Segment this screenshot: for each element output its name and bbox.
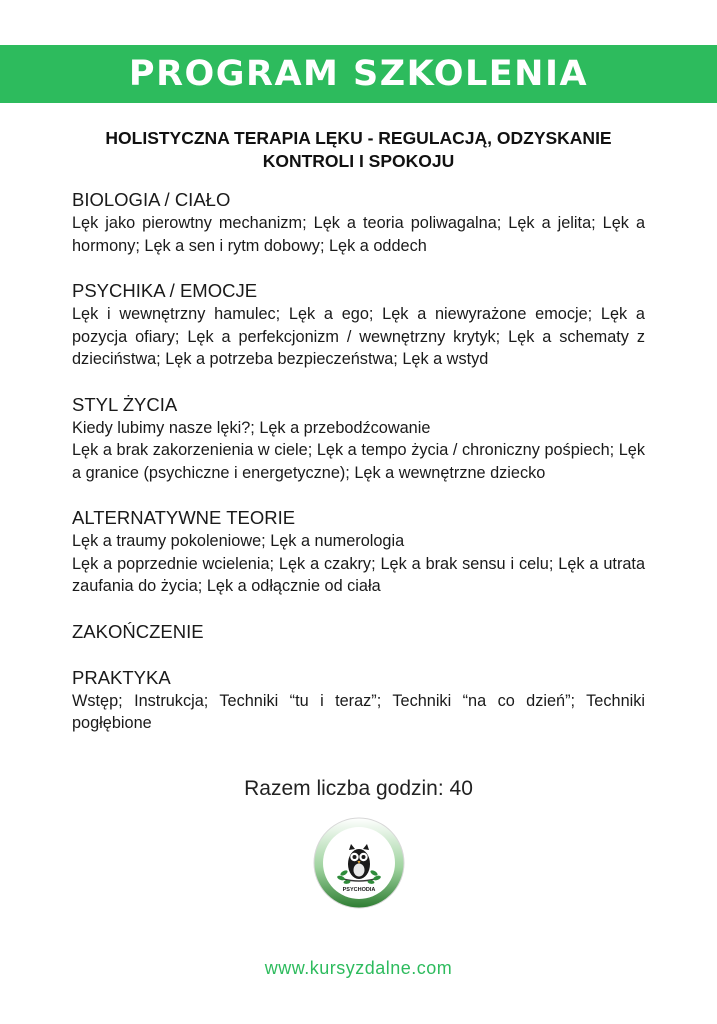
header-banner xyxy=(0,45,717,103)
program-content xyxy=(72,188,645,735)
course-title xyxy=(60,127,657,173)
section-styl-zycia xyxy=(72,393,645,485)
course-title-line-2: KONTROLI I SPOKOJU xyxy=(262,151,455,171)
section-zakonczenie xyxy=(72,620,645,644)
logo-name: PSYCHODIA xyxy=(342,887,376,893)
section-alternatywne-teorie xyxy=(72,506,645,598)
section-biologia xyxy=(72,188,645,257)
section-title: PRAKTYKA xyxy=(72,666,171,688)
website-url[interactable]: www.kursyzdalne.com xyxy=(264,958,453,978)
psychodia-logo xyxy=(313,817,405,909)
section-text: Kiedy lubimy nasze lęki?; Lęk a przebodźcowanie xyxy=(72,418,431,437)
section-title: STYL ŻYCIA xyxy=(72,393,178,415)
section-psychika xyxy=(72,279,645,371)
section-title: PSYCHIKA / EMOCJE xyxy=(72,280,258,301)
section-title: BIOLOGIA / CIAŁO xyxy=(72,189,231,210)
section-title: ZAKOŃCZENIE xyxy=(72,620,204,642)
section-text: Lęk i wewnętrzny hamulec; Lęk a ego; Lęk a niewyrażone emocje; Lęk a pozycja ofiary; Lęk a perfekcjonizm / wewnętrzny krytyk; Lęk a schematy z dzieciństwa; Lęk a potrzeba bezpieczeństwa; Lęk a wstyd xyxy=(72,305,645,368)
total-hours: Razem liczba godzin: 40 xyxy=(244,777,473,800)
section-text: Lęk jako pierowtny mechanizm; Lęk a teoria poliwagalna; Lęk a jelita; Lęk a hormony; Lęk a sen i rytm dobowy; Lęk a oddech xyxy=(72,214,645,255)
section-praktyka xyxy=(72,666,645,735)
section-text: Lęk a poprzednie wcielenia; Lęk a czakry; Lęk a brak sensu i celu; Lęk a utrata zaufania do życia; Lęk a odłącznie od ciała xyxy=(72,554,645,595)
section-title: ALTERNATYWNE TEORIE xyxy=(72,507,296,528)
section-text: Wstęp; Instrukcja; Techniki “tu i teraz”; Techniki “na co dzień”; Techniki pogłębione xyxy=(72,691,645,732)
course-title-line-1: HOLISTYCZNA TERAPIA LĘKU - REGULACJĄ, ODZYSKANIE xyxy=(105,128,612,148)
owl-icon xyxy=(313,817,405,909)
section-text: Lęk a traumy pokoleniowe; Lęk a numerologia xyxy=(72,532,405,550)
page-title: PROGRAM SZKOLENIA xyxy=(128,54,589,94)
section-text: Lęk a brak zakorzenienia w ciele; Lęk a tempo życia / chroniczny pośpiech; Lęk a granice (psychiczne i energetyczne); Lęk a wewnętrzne dziecko xyxy=(72,441,645,482)
